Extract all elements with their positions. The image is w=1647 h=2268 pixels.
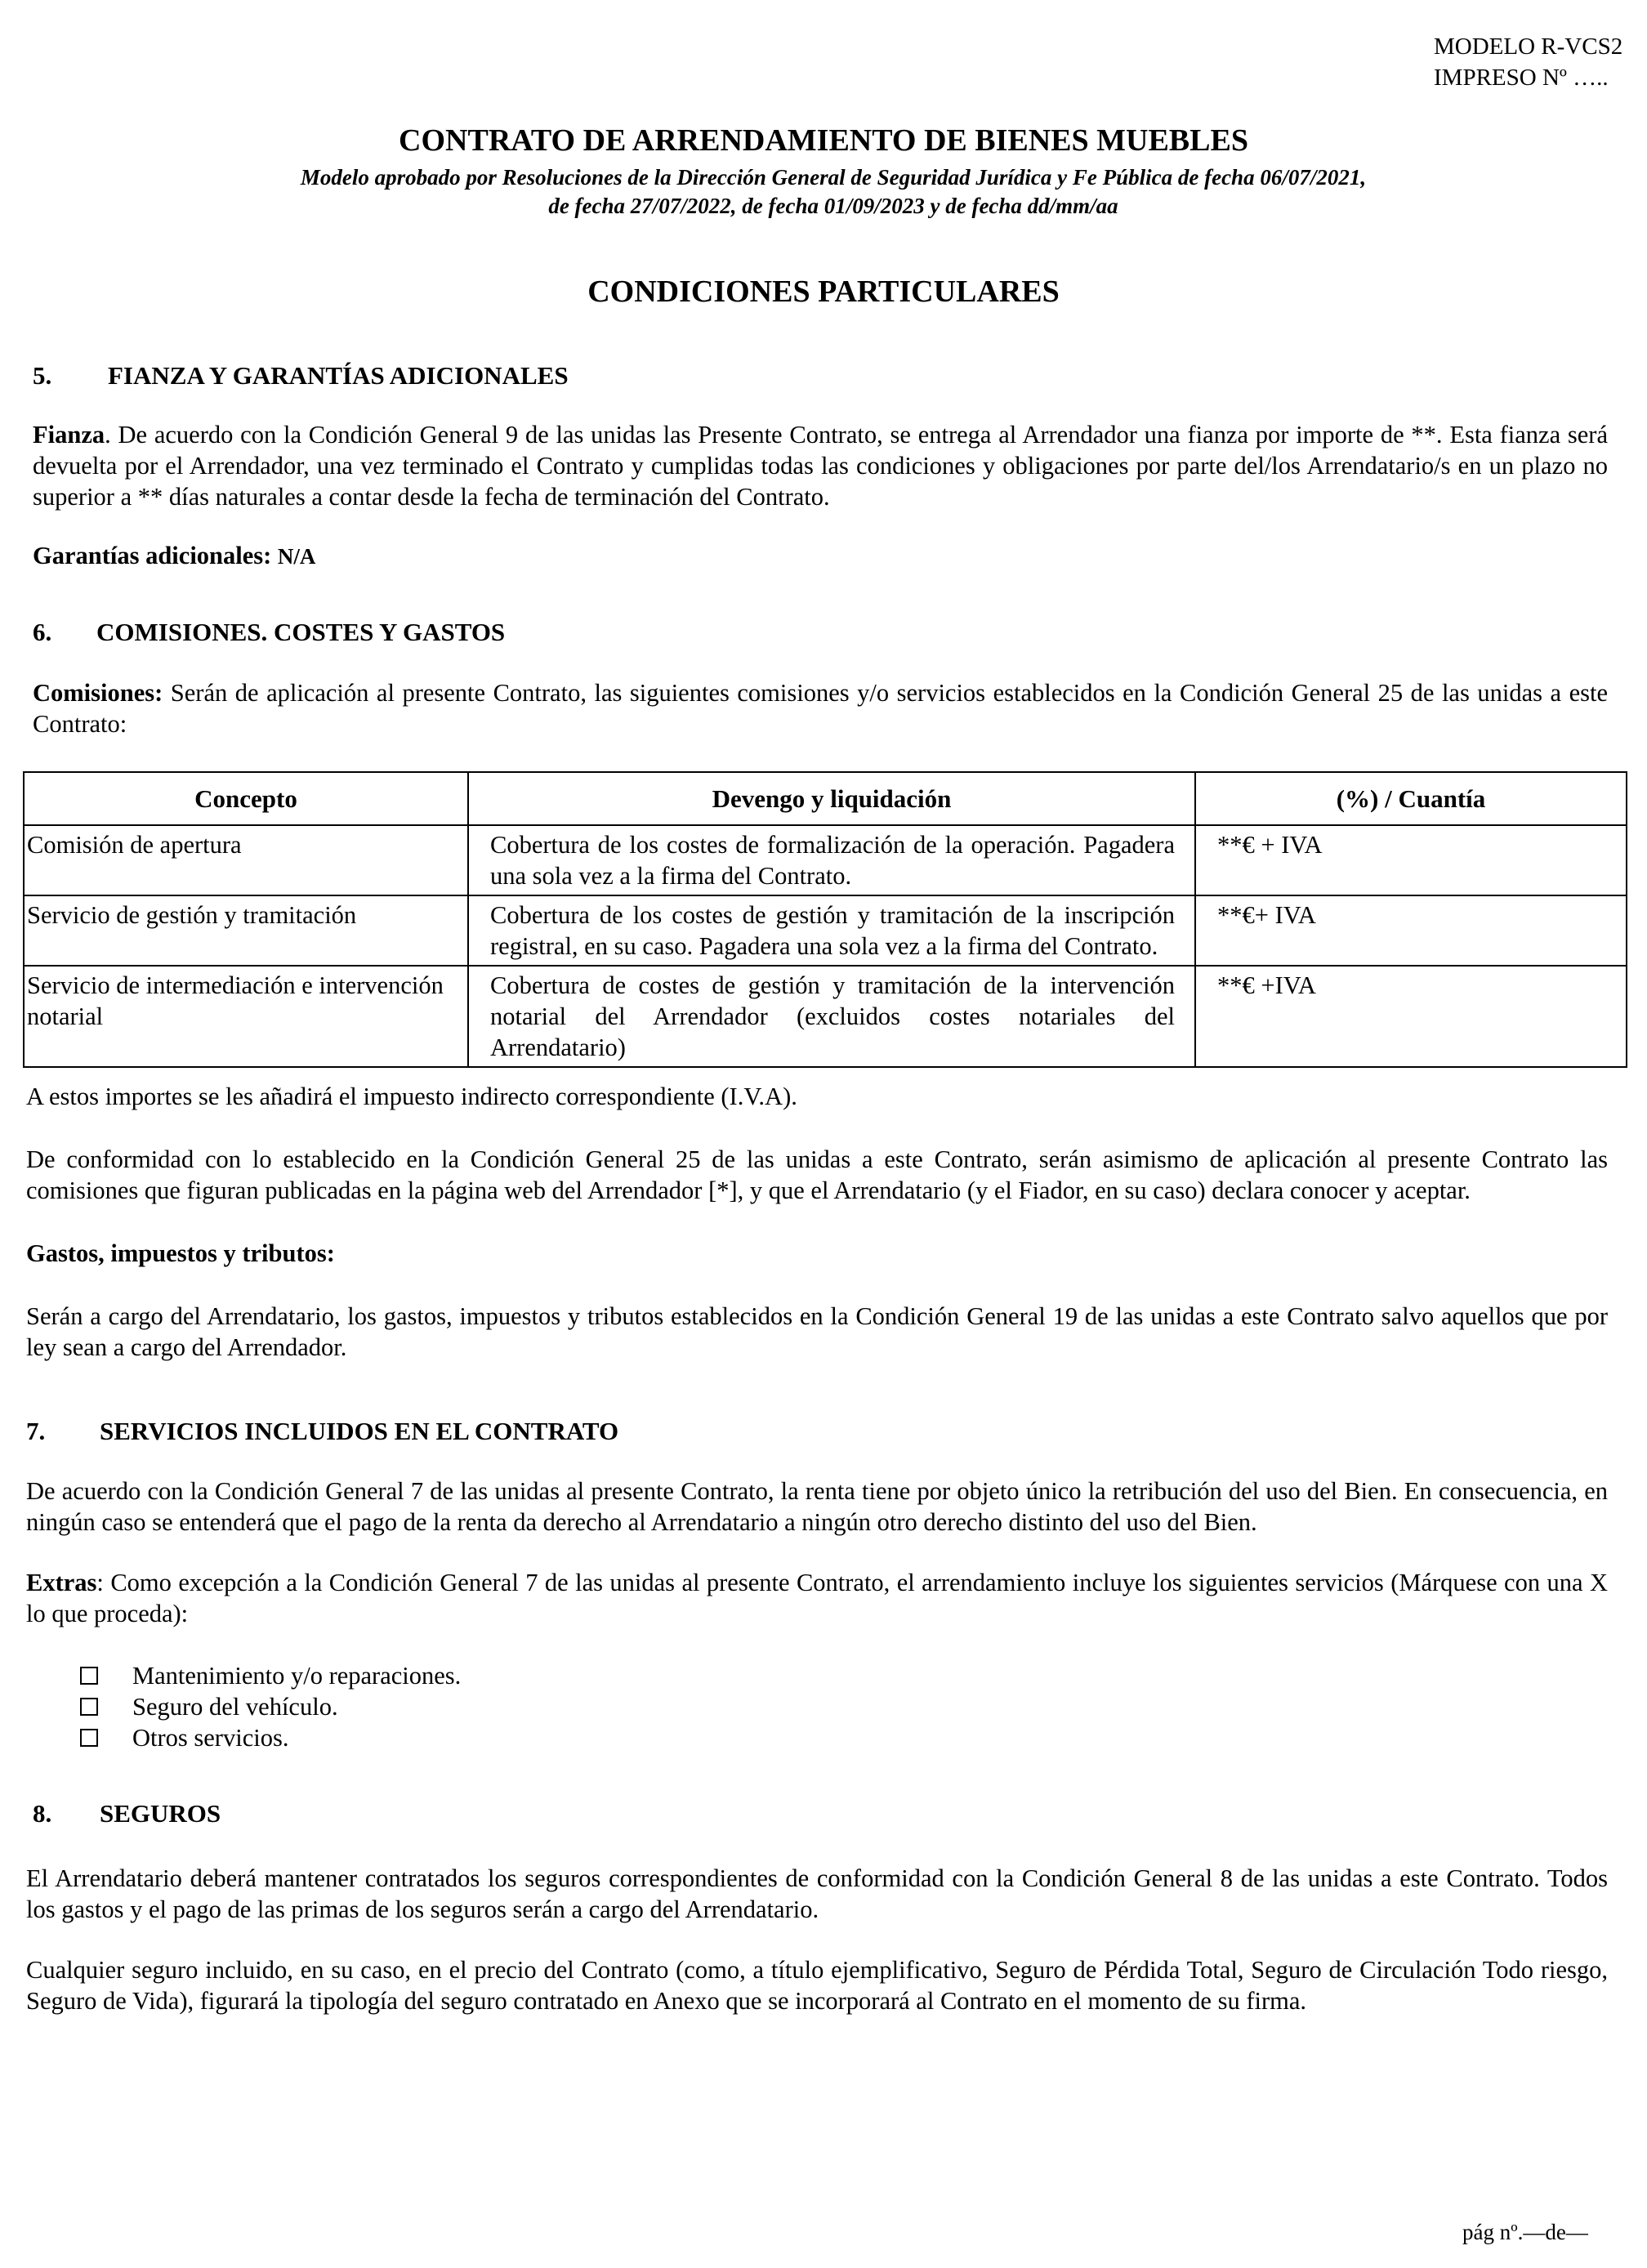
comisiones-label: Comisiones: <box>33 679 163 707</box>
fianza-text: . De acuerdo con la Condición General 9 de las unidas las Presente Contrato, se entrega al Arrendador una fianza por importe de **. Esta fianza será devuelta por el Arrendador, una vez terminado el Contrato y cumplidas todas las condiciones y obligaciones por parte del/los Arrendatario/s en un plazo no superior a ** días naturales a contar desde la fecha de terminación del Contrato. <box>33 421 1608 511</box>
fianza-paragraph <box>33 419 1608 512</box>
section-8-number: 8. <box>33 1799 52 1828</box>
cell-cuantia: **€ + IVA <box>1195 825 1627 895</box>
section-6-number: 6. <box>33 618 52 646</box>
gastos-heading: Gastos, impuestos y tributos: <box>26 1239 335 1267</box>
extras-option[interactable] <box>80 1660 461 1691</box>
fees-table <box>23 771 1627 1068</box>
subtitle-line-1: Modelo aprobado por Resoluciones de la Dirección General de Seguridad Jurídica y Fe Pública de fecha 06/07/2021, <box>300 165 1367 190</box>
section-5-title: FIANZA Y GARANTÍAS ADICIONALES <box>108 361 569 390</box>
cell-cuantia: **€+ IVA <box>1195 895 1627 966</box>
section-heading: CONDICIONES PARTICULARES <box>587 275 1060 309</box>
extras-label: Extras <box>26 1569 97 1596</box>
section-7-heading <box>26 1416 618 1447</box>
section-6-title: COMISIONES. COSTES Y GASTOS <box>96 618 506 646</box>
checkbox[interactable] <box>80 1667 98 1685</box>
section-8-heading <box>33 1798 221 1829</box>
extras-option[interactable] <box>80 1722 461 1753</box>
comisiones-paragraph <box>33 677 1608 739</box>
extras-option-label: Otros servicios. <box>132 1724 289 1752</box>
table-row <box>24 966 1627 1067</box>
table-row <box>24 895 1627 966</box>
iva-note: A estos importes se les añadirá el impuesto indirecto correspondiente (I.V.A). <box>26 1083 797 1110</box>
subtitle-line-2: de fecha 27/07/2022, de fecha 01/09/2023 y de fecha dd/mm/aa <box>548 194 1118 218</box>
print-number: IMPRESO Nº ….. <box>1434 65 1609 91</box>
document-title: CONTRATO DE ARRENDAMIENTO DE BIENES MUEBLES <box>399 123 1248 158</box>
servicios-paragraph: De acuerdo con la Condición General 7 de las unidas al presente Contrato, la renta tiene por objeto único la retribución del uso del Bien. En consecuencia, en ningún caso se entenderá que el pago de la renta da derecho al Arrendatario a ningún otro derecho distinto del uso del Bien. <box>26 1477 1608 1536</box>
model-code: MODELO R-VCS2 <box>1434 33 1623 60</box>
checkbox[interactable] <box>80 1729 98 1747</box>
seguros-paragraph-2: Cualquier seguro incluido, en su caso, en el precio del Contrato (como, a título ejemplificativo, Seguro de Pérdida Total, Seguro de Circulación Todo riesgo, Seguro de Vida), figurará la tipología del seguro contratado en Anexo que se incorporará al Contrato en el momento de su firma. <box>26 1956 1608 2015</box>
header-concepto: Concepto <box>24 772 468 825</box>
seguros-paragraph-1: El Arrendatario deberá mantener contratados los seguros correspondientes de conformidad con la Condición General 8 de las unidas a este Contrato. Todos los gastos y el pago de las primas de los seguros serán a cargo del Arrendatario. <box>26 1864 1608 1923</box>
garantias-label: Garantías adicionales: <box>33 542 272 569</box>
table-row <box>24 825 1627 895</box>
extras-option-label: Seguro del vehículo. <box>132 1693 338 1721</box>
cell-concepto: Comisión de apertura <box>24 825 468 895</box>
conformidad-paragraph: De conformidad con lo establecido en la Condición General 25 de las unidas a este Contrato, serán asimismo de aplicación al presente Contrato las comisiones que figuran publicadas en la página web del Arrendador [*], y que el Arrendatario (y el Fiador, en su caso) declara conocer y aceptar. <box>26 1145 1608 1204</box>
extras-paragraph <box>26 1567 1608 1629</box>
garantias-value: N/A <box>277 544 316 569</box>
cell-devengo: Cobertura de costes de gestión y tramitación de la intervención notarial del Arrendador (excluidos costes notariales del Arrendatario) <box>468 966 1195 1067</box>
cell-devengo: Cobertura de los costes de formalización de la operación. Pagadera una sola vez a la firma del Contrato. <box>468 825 1195 895</box>
gastos-paragraph: Serán a cargo del Arrendatario, los gastos, impuestos y tributos establecidos en la Condición General 19 de las unidas a este Contrato salvo aquellos que por ley sean a cargo del Arrendador. <box>26 1302 1608 1361</box>
section-7-title: SERVICIOS INCLUIDOS EN EL CONTRATO <box>100 1417 619 1445</box>
cell-concepto: Servicio de intermediación e intervención notarial <box>24 966 468 1067</box>
document-subtitle <box>245 163 1422 221</box>
page-number: pág nº.—de— <box>1462 2220 1588 2244</box>
garantias-paragraph <box>33 540 315 572</box>
fianza-label: Fianza <box>33 421 105 449</box>
extras-option-label: Mantenimiento y/o reparaciones. <box>132 1662 462 1690</box>
section-5-number: 5. <box>33 361 52 390</box>
section-6-heading <box>33 617 505 648</box>
section-8-title: SEGUROS <box>100 1799 221 1828</box>
cell-cuantia: **€ +IVA <box>1195 966 1627 1067</box>
header-devengo: Devengo y liquidación <box>468 772 1195 825</box>
model-code-block <box>1434 31 1622 93</box>
extras-checklist <box>80 1660 461 1753</box>
cell-concepto: Servicio de gestión y tramitación <box>24 895 468 966</box>
section-5-heading <box>33 360 569 391</box>
table-header-row <box>24 772 1627 825</box>
extras-text: : Como excepción a la Condición General 7 de las unidas al presente Contrato, el arrendamiento incluye los siguientes servicios (Márquese con una X lo que proceda): <box>26 1569 1608 1627</box>
comisiones-text: Serán de aplicación al presente Contrato, las siguientes comisiones y/o servicios establecidos en la Condición General 25 de las unidas a este Contrato: <box>33 679 1608 738</box>
extras-option[interactable] <box>80 1691 461 1722</box>
section-7-number: 7. <box>26 1417 46 1445</box>
checkbox[interactable] <box>80 1698 98 1716</box>
header-cuantia: (%) / Cuantía <box>1195 772 1627 825</box>
cell-devengo: Cobertura de los costes de gestión y tramitación de la inscripción registral, en su caso. Pagadera una sola vez a la firma del Contrato. <box>468 895 1195 966</box>
